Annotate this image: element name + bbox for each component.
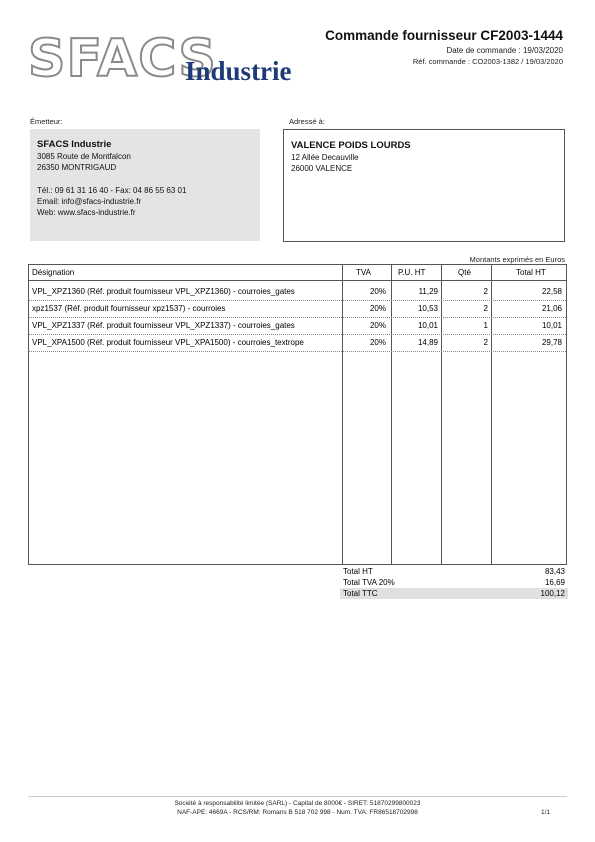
sender-phone: Tél.: 09 61 31 16 40 - Fax: 04 86 55 63 01 [37, 186, 187, 195]
total-ht-value: 83,43 [544, 567, 565, 576]
order-date: Date de commande : 19/03/2020 [446, 46, 563, 55]
table-row [29, 317, 566, 335]
cell-designation: xpz1537 (Réf. produit fournisseur xpz1537) - courroies [32, 304, 226, 313]
cell-tva: 20% [369, 338, 386, 347]
cell-total: 22,58 [541, 287, 562, 296]
cell-quantity: 2 [483, 287, 488, 296]
sender-box [30, 129, 260, 241]
col-header-total: Total HT [516, 268, 546, 277]
sender-email: Email: info@sfacs-industrie.fr [37, 197, 142, 206]
recipient-address-line1: 12 Allée Decauville [291, 153, 359, 162]
table-row [29, 300, 566, 318]
recipient-box [283, 129, 565, 242]
sender-address-line1: 3085 Route de Montfalcon [37, 152, 131, 161]
sender-label: Émetteur: [30, 117, 63, 126]
table-row [29, 334, 566, 352]
sender-web: Web: www.sfacs-industrie.fr [37, 208, 136, 217]
total-ht-label: Total HT [343, 567, 373, 576]
cell-total: 29,78 [541, 338, 562, 347]
totals-block [340, 566, 568, 599]
col-header-tva: TVA [356, 268, 371, 277]
logo-suffix-text: Industrie [185, 56, 292, 86]
cell-quantity: 2 [483, 338, 488, 347]
order-reference: Réf. commande : CO2003-1382 / 19/03/2020 [412, 57, 563, 66]
currency-note: Montants exprimés en Euros [469, 255, 565, 264]
recipient-label: Adressé à: [289, 117, 325, 126]
cell-unit-price: 10,01 [417, 321, 438, 330]
cell-tva: 20% [369, 321, 386, 330]
table-header [29, 265, 566, 281]
total-ht-row [340, 566, 568, 577]
col-header-qte: Qté [458, 268, 471, 277]
table-row [29, 283, 566, 301]
recipient-address-line2: 26000 VALENCE [291, 164, 353, 173]
cell-designation: VPL_XPZ1337 (Réf. produit fournisseur VPL_XPZ1337) - courroies_gates [32, 321, 295, 330]
cell-total: 21,06 [541, 304, 562, 313]
cell-total: 10,01 [541, 321, 562, 330]
sender-address-line2: 26350 MONTRIGAUD [37, 163, 117, 172]
footer-divider [28, 796, 567, 797]
cell-designation: VPL_XPZ1360 (Réf. produit fournisseur VPL_XPZ1360) - courroies_gates [32, 287, 295, 296]
sender-name: SFACS Industrie [37, 139, 112, 150]
total-tva-row [340, 577, 568, 588]
cell-tva: 20% [369, 304, 386, 313]
order-lines-table [28, 264, 567, 565]
footer-legal-line2: NAF-APE: 4669A - RCS/RM: Romans B 518 702 998 - Num. TVA: FR86518702998 [177, 809, 418, 816]
footer-legal-line1: Société à responsabilité limitée (SARL) - Capital de 8000€ - SIRET: 51870299800023 [174, 800, 421, 807]
page-number: 1/1 [540, 809, 550, 816]
total-ttc-label: Total TTC [343, 589, 378, 598]
cell-unit-price: 10,53 [417, 304, 438, 313]
cell-unit-price: 14,89 [417, 338, 438, 347]
company-logo [28, 30, 318, 88]
col-header-designation: Désignation [32, 268, 75, 277]
logo-brand-text: SFACS [28, 29, 217, 89]
cell-tva: 20% [369, 287, 386, 296]
document-title: Commande fournisseur CF2003-1444 [325, 28, 563, 43]
cell-designation: VPL_XPA1500 (Réf. produit fournisseur VPL_XPA1500) - courroies_textrope [32, 338, 304, 347]
col-header-pu: P.U. HT [398, 268, 426, 277]
cell-unit-price: 11,29 [418, 287, 438, 296]
cell-quantity: 1 [483, 321, 488, 330]
total-tva-value: 16,69 [544, 578, 565, 587]
total-ttc-value: 100,12 [540, 589, 565, 598]
total-tva-label: Total TVA 20% [343, 578, 395, 587]
total-ttc-row [340, 588, 568, 599]
recipient-name: VALENCE POIDS LOURDS [291, 140, 411, 151]
cell-quantity: 2 [483, 304, 488, 313]
